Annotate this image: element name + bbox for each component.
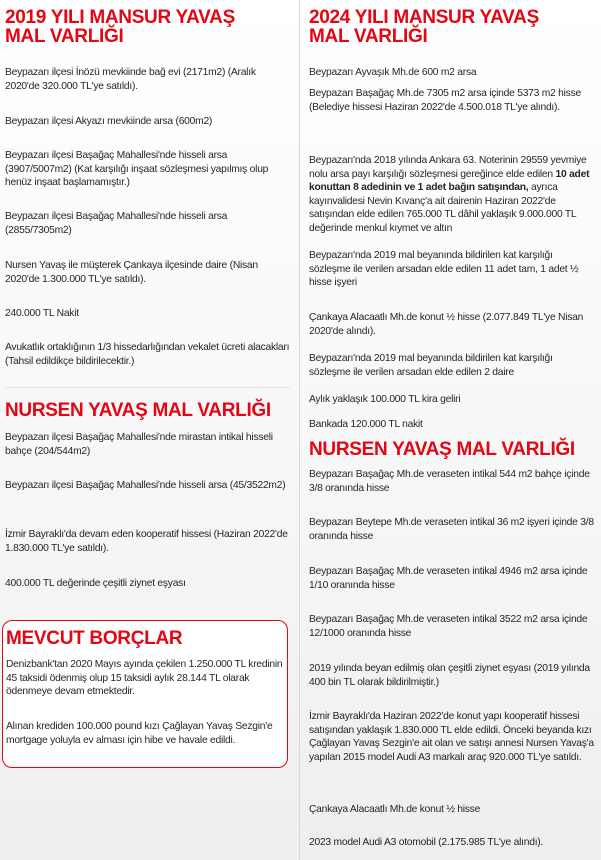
mansur-2019-item: Nursen Yavaş ile müşterek Çankaya ilçesinde daire (Nisan 2020'de 1.300.000 TL'ye satıldı). [5,260,258,285]
debts-item: Denizbank'tan 2020 Mayıs ayında çekilen 1.250.000 TL kredinin 45 taksidi ödenmiş olup 15 taksidi aylık 28.144 TL olarak ödenmeye devam etmektedir. [6,659,283,698]
nursen-right-item: Beypazarı Başağaç Mh.de veraseten intikal 4946 m2 arsa içinde 1/10 oranında hisse [309,566,588,591]
nursen-right-item: 2023 model Audi A3 otomobil (2.175.985 TL'ye alındı). [309,837,544,848]
mansur-2019-item: Beypazarı ilçesi Başağaç Mahallesi'nde hisseli arsa (3907/5007m2) (Kat karşılığı inşaat sözleşmesi yapılmış olup henüz inşaat başlamamıştır.) [5,150,269,189]
nursen-right-item: Çankaya Alacaatlı Mh.de konut ½ hisse [309,804,481,815]
nursen-left-title: NURSEN YAVAŞ MAL VARLIĞI [5,400,271,421]
bold-highlight: 10 adet konuttan 8 adedinin ve 1 adet bağın satışından, [309,168,590,194]
nursen-right-item: Beypazarı Başağaç Mh.de veraseten intikal 544 m2 bahçe içinde 3/8 oranında hisse [309,469,590,494]
mansur-2019-item: 240.000 TL Nakit [5,308,79,319]
mansur-2024-item: Beypazarı'nda 2019 mal beyanında bildirilen kat karşılığı sözleşme ile verilen arsadan elde edilen 11 adet tam, 1 adet ½ hisse işyeri [309,250,579,289]
mansur-2024-item: Çankaya Alacaatlı Mh.de konut ½ hisse (2.077.849 TL'ye Nisan 2020'de alındı). [309,312,584,337]
nursen-left-item: İzmir Bayraklı'da devam eden kooperatif hissesi (Haziran 2022'de 1.830.000 TL'ye satıldı). [5,529,288,554]
debts-item: Alınan krediden 100.000 pound kızı Çağlayan Yavaş Sezgin'e mortgage yoluyla ev alması için hibe ve havale edildi. [6,721,273,746]
mansur-2024-item: Aylık yaklaşık 100.000 TL kira geliri [309,394,461,405]
mansur-2019-item: Beypazarı ilçesi Başağaç Mahallesi'nde hisseli arsa (2855/7305m2) [5,211,228,236]
mansur-2019-title-line2: MAL VARLIĞI [5,26,124,47]
nursen-left-item: Beypazarı ilçesi Başağaç Mahallesi'nde mirastan intikal hisseli bahçe (204/544m2) [5,432,273,457]
mansur-2024-item: Bankada 120.000 TL nakit [309,419,423,430]
mansur-2019-title-line1: 2019 YILI MANSUR YAVAŞ [5,7,235,28]
mansur-2024-item: Beypazarı'nda 2019 mal beyanında bildirilen kat karşılığı sözleşme ile verilen arsadan elde edilen 2 daire [309,353,553,378]
nursen-left-item: Beypazarı ilçesi Başağaç Mahallesi'nde hisseli arsa (45/3522m2) [5,480,286,491]
mansur-2019-item: Beypazarı ilçesi İnözü mevkiinde bağ evi (2171m2) (Aralık 2020'de 320.000 TL'ye satıldı). [5,67,256,92]
column-divider [299,0,300,860]
nursen-right-item: Beypazarı Başağaç Mh.de veraseten intikal 3522 m2 arsa içinde 12/1000 oranında hisse [309,614,588,639]
mansur-2019-item: Avukatlık ortaklığının 1/3 hissedarlığından vekalet ücreti alacakları (Tahsil edildikçe bildirilecektir.) [5,342,290,367]
debts-box [2,620,288,768]
nursen-right-item: 2019 yılında beyan edilmiş olan çeşitli ziynet eşyası (2019 yılında 400 bin TL olarak bildirilmiştir.) [309,663,590,688]
section-separator [5,387,290,388]
mansur-2024-title-line2: MAL VARLIĞI [309,26,428,47]
mansur-2024-item: Beypazarı Ayvaşık Mh.de 600 m2 arsa [309,67,477,78]
debts-title: MEVCUT BORÇLAR [6,628,183,649]
nursen-left-item: 400.000 TL değerinde çeşitli ziynet eşyası [5,578,186,589]
mansur-2024-item: Beypazarı Başağaç Mh.de 7305 m2 arsa içinde 5373 m2 hisse (Belediye hissesi Haziran 2022'de 4.500.018 TL'ye alındı). [309,88,581,113]
mansur-2024-item: Beypazarı'nda 2018 yılında Ankara 63. Noterinin 29559 yevmiye nolu arsa payı karşılığı sözleşmesi gereğince elde edilen 10 adet konuttan 8 adedinin ve 1 adet bağın satışından, ayrıca kayınvalidesi Nevin Kıvanç'a ait dairenin Haziran 2022'de satışından elde edilen 765.000 TL dâhil yaklaşık 9.000.000 TL değerinde menkul kıymet ve altın [309,155,590,234]
nursen-right-item: Beypazarı Beytepe Mh.de veraseten intikal 36 m2 işyeri içinde 3/8 oranında hisse [309,517,594,542]
mansur-2024-title-line1: 2024 YILI MANSUR YAVAŞ [309,7,539,28]
nursen-right-item: İzmir Bayraklı'da Haziran 2022'de konut yapı kooperatif hissesi satışından yaklaşık 1.830.000 TL elde edildi. Önceki beyanda kızı Çağlayan Yavaş Sezgin'e ait olan ve satışı annesi Nursen Yavaş'a yapılan 2015 model Audi A3 markalı araç 920.000 TL'ye satıldı. [309,711,594,763]
nursen-right-title: NURSEN YAVAŞ MAL VARLIĞI [309,439,575,460]
mansur-2019-item: Beypazarı ilçesi Akyazı mevkiinde arsa (600m2) [5,116,213,127]
